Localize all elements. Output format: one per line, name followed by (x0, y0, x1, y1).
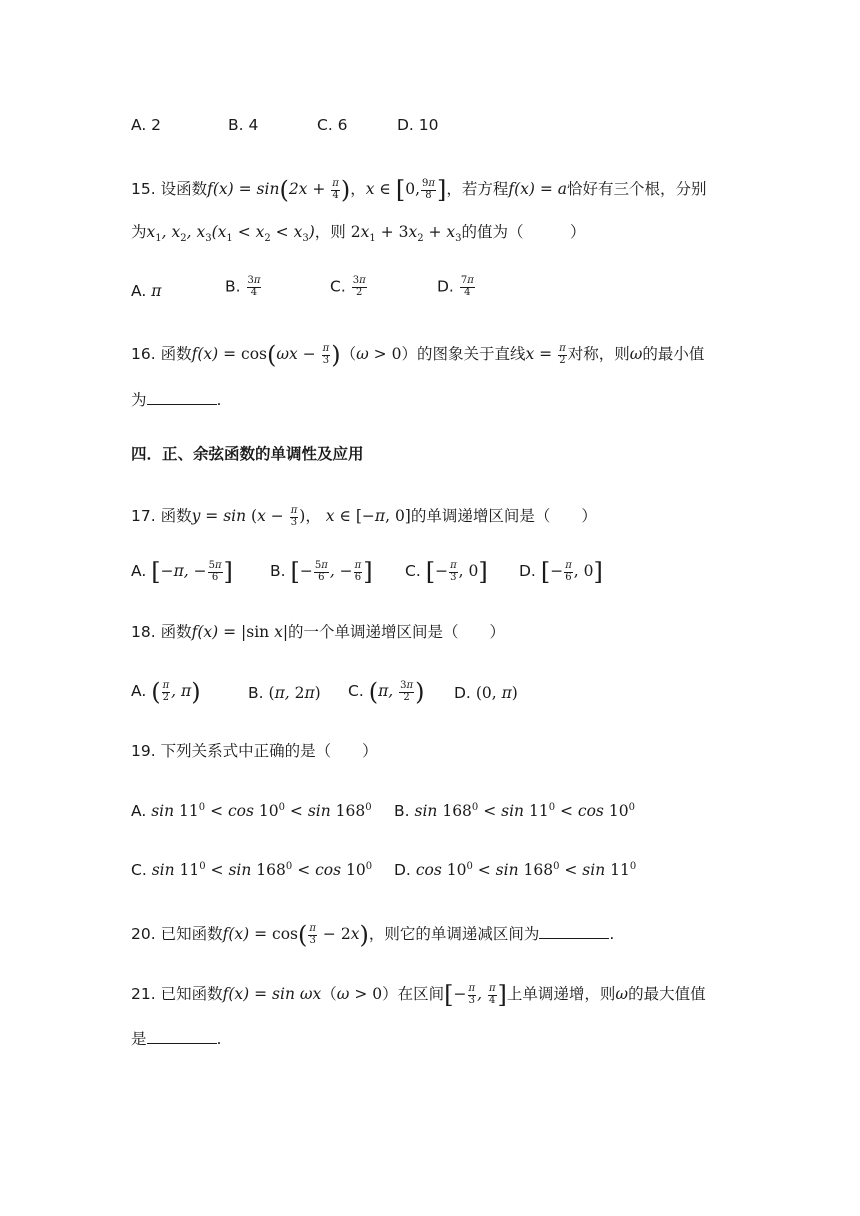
q14-option-c: C. 6 (317, 116, 348, 134)
q21-text: 的最大值值 (628, 985, 706, 1003)
q19-text: 下列关系式中正确的是（ ） (160, 742, 378, 760)
q15-expression: $2x_1 + 3x_2 + x_3$ (350, 223, 462, 245)
q15-equation: f(x) = a (508, 180, 568, 198)
q17-domain: x ∈ [−π, 0] (325, 507, 411, 525)
q20-line (131, 923, 614, 947)
q15-text: ，则 (314, 223, 346, 241)
q15-option-b: B. $\frac{3\pi}{4}$ (225, 275, 261, 298)
q17-text: 函数 (160, 507, 192, 525)
q15-option-c: C. $\frac{3\pi}{2}$ (330, 275, 366, 298)
q21-text: 上单调递增，则 (506, 985, 616, 1003)
q18-option-d: D. (0, π) (454, 684, 518, 702)
q21-line-1: 21. 已知函数f(x) = sin ωx（ω > 0）在区间[− $\frac{\pi}{3}$ , $\frac{\pi}{4}$ ]上单调递增，则ω的最大值值 (131, 981, 706, 1009)
q15-text: 设函数 (160, 180, 208, 198)
q20-text: 已知函数 (160, 925, 223, 943)
q15-text: 恰好有三个根，分别 (567, 180, 707, 198)
q15-text: ， (350, 180, 366, 198)
q17-line (131, 506, 597, 528)
q16-text: （ (340, 345, 357, 363)
q16-number: 16. (131, 345, 156, 363)
q21-text: ）在区间 (382, 985, 445, 1003)
q17-text: ， (305, 507, 321, 525)
q16-text: ）的图象关于直线 (401, 345, 526, 363)
q21-text: 已知函数 (160, 985, 223, 1003)
q16-text: 对称，则 (567, 345, 630, 363)
q16-line-1: 16. 函数f(x) = cos(ωx − $\frac{\pi}{3}$ )（ω > 0）的图象关于直线x = $\frac{\pi}{2}$ 对称，则ω的最小值 (131, 341, 705, 369)
q20-text: ，则它的单调递减区间为 (368, 925, 540, 943)
q15-roots: $x_1$, $x_2$, $x_3(x_1 < x_2 < x_3)$ (146, 223, 315, 245)
q15-line-2 (131, 225, 586, 244)
q21-answer-blank[interactable] (147, 1029, 217, 1044)
q14-option-b: B. 4 (228, 116, 259, 134)
q19-line (131, 744, 378, 760)
q19-option-a: A. $\sin 11^0 < \cos 10^0 < \sin 168^0$ (131, 802, 372, 821)
q21-line-2 (131, 1029, 221, 1048)
q21-formula: f(x) = sin ωx (222, 985, 322, 1003)
q21-text: 是 (131, 1030, 147, 1048)
q15-text: ，若方程 (446, 180, 509, 198)
q18-option-c: C. (π, $\frac{3\pi}{2}$ ) (348, 678, 425, 706)
q18-text: 函数 (160, 623, 192, 641)
q15-text: 为 (131, 223, 147, 241)
q21-number: 21. (131, 985, 156, 1003)
q17-number: 17. (131, 507, 156, 525)
q14-option-a: A. 2 (131, 116, 162, 134)
q16-text: 函数 (160, 345, 192, 363)
q16-formula: f(x) = cos(ωx − $\frac{\pi}{3}$ ) (191, 341, 341, 369)
section-heading: 四．正、余弦函数的单调性及应用 (131, 445, 364, 463)
q21-text: （ (321, 985, 337, 1003)
q15-line-1 (131, 178, 707, 202)
q15-number: 15. (131, 180, 156, 198)
q20-text: . (609, 925, 615, 943)
q20-formula: f(x) = cos( $\frac{\pi}{3}$ − 2x) (222, 921, 369, 949)
q17-formula: y = sin (x − $\frac{\pi}{3}$ ) (191, 505, 306, 528)
q20-answer-blank[interactable] (539, 924, 609, 939)
q21-text: . (216, 1030, 222, 1048)
q19-number: 19. (131, 742, 156, 760)
q20-number: 20. (131, 925, 156, 943)
q16-answer-blank[interactable] (147, 390, 217, 405)
q19-option-c: C. $\sin 11^0 < \sin 168^0 < \cos 10^0$ (131, 861, 373, 880)
q17-option-b: B. [− $\frac{5\pi}{6}$ , − $\frac{\pi}{6}$ ] (270, 558, 373, 586)
q18-line (131, 625, 505, 641)
q15-option-a: A. π (131, 282, 162, 300)
q18-text: 的一个单调递增区间是（ ） (288, 623, 506, 641)
q18-option-b: B. (π, 2π) (248, 684, 321, 702)
q15-text: 的值为（ ） (461, 223, 586, 241)
q19-option-b: B. $\sin 168^0 < \sin 11^0 < \cos 10^0$ (394, 802, 635, 821)
q15-domain: x ∈ [0, $\frac{9\pi}{8}$ ] (365, 176, 447, 204)
q16-text: 的最小值 (642, 345, 705, 363)
q15-formula: f(x) = sin(2x + $\frac{\pi}{4}$ ) (207, 176, 351, 204)
q18-formula: f(x) = |sin x| (191, 623, 289, 641)
q15-option-d: D. $\frac{7\pi}{4}$ (437, 275, 474, 298)
q14-option-d: D. 10 (397, 116, 439, 134)
q16-text: . (216, 391, 222, 409)
q18-number: 18. (131, 623, 156, 641)
q17-option-a: A. [−π, − $\frac{5\pi}{6}$ ] (131, 558, 233, 586)
q16-line: x = $\frac{\pi}{2}$ (525, 343, 566, 366)
q16-text: 为 (131, 391, 147, 409)
q21-condition: ω > 0 (336, 985, 383, 1003)
q19-option-d: D. $\cos 10^0 < \sin 168^0 < \sin 11^0$ (394, 861, 637, 880)
q17-option-d: D. [− $\frac{\pi}{6}$ , 0] (519, 558, 603, 586)
q18-option-a: A. ( $\frac{\pi}{2}$ , π) (131, 678, 201, 706)
q17-text: 的单调递增区间是（ ） (410, 507, 597, 525)
q17-option-c: C. [− $\frac{\pi}{3}$ , 0] (405, 558, 488, 586)
q16-condition: ω > 0 (356, 345, 402, 363)
q16-line-2 (131, 390, 221, 409)
q21-interval: [− $\frac{\pi}{3}$ , $\frac{\pi}{4}$ ] (444, 981, 507, 1009)
